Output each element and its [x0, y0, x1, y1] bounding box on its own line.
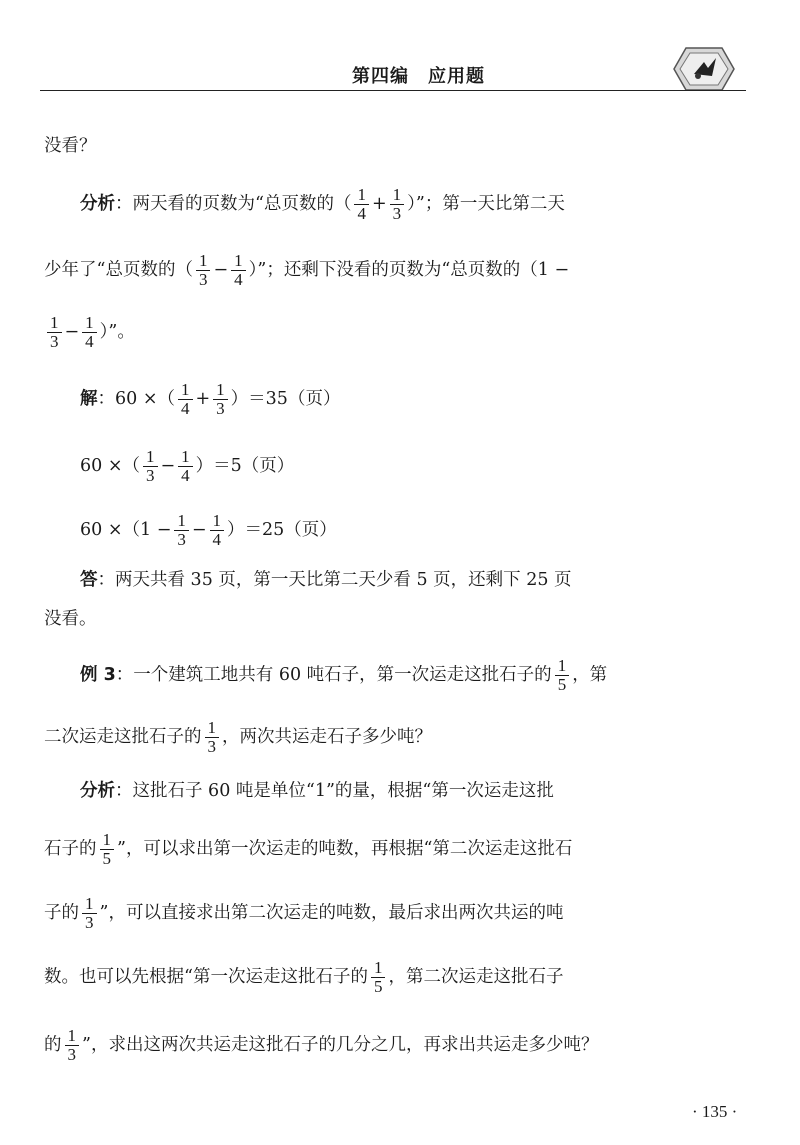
solution-line-3: 60 ×（1 − $\frac{1}{3}$ − $\frac{1}{4}$ ）＝25（页） — [80, 511, 337, 549]
answer-line-2: 没看。 — [44, 609, 97, 629]
header-rule — [40, 90, 746, 91]
header-emblem-icon — [668, 44, 740, 94]
fraction-1-4: $\frac{1}{4}$ — [210, 512, 225, 549]
fraction-1-3: $\frac{1}{3}$ — [213, 381, 228, 418]
fraction-1-4: $\frac{1}{4}$ — [354, 186, 369, 223]
fraction-1-3: $\frac{1}{3}$ — [196, 252, 211, 289]
analysis-line-3: $\frac{1}{3}$ − $\frac{1}{4}$ ）”。 — [44, 314, 135, 351]
analysis2-line-2: 石子的 $\frac{1}{5}$ ”，可以求出第一次运走的吨数，再根据“第二次运走这批石 — [44, 830, 573, 868]
fraction-1-4: $\frac{1}{4}$ — [178, 448, 193, 485]
fraction-1-4: $\frac{1}{4}$ — [82, 314, 97, 351]
fraction-1-3: $\frac{1}{3}$ — [82, 895, 97, 932]
page-header-title: 第四编 应用题 — [352, 66, 485, 87]
fraction-1-3: $\frac{1}{3}$ — [65, 1027, 80, 1064]
fraction-1-5: $\frac{1}{5}$ — [371, 959, 386, 996]
example3-line-2: 二次运走这批石子的 $\frac{1}{3}$ ，两次共运走石子多少吨？ — [44, 718, 432, 756]
analysis2-line-3: 子的 $\frac{1}{3}$ ”，可以直接求出第二次运走的吨数，最后求出两次共运的吨 — [44, 894, 564, 932]
fraction-1-3: $\frac{1}{3}$ — [143, 448, 158, 485]
analysis-line-1: 分析：两天看的页数为“总页数的（ $\frac{1}{4}$ + $\frac{1}{3}$ ）”；第一天比第二天 — [80, 185, 565, 223]
fraction-1-5: $\frac{1}{5}$ — [100, 831, 115, 868]
analysis2-line-4: 数。也可以先根据“第一次运走这批石子的 $\frac{1}{5}$ ，第二次运走这批石子 — [44, 958, 564, 996]
fraction-1-3: $\frac{1}{3}$ — [47, 314, 62, 351]
text-line-continuation: 没看？ — [44, 136, 97, 156]
solution-line-2: 60 ×（ $\frac{1}{3}$ − $\frac{1}{4}$ ）＝5（页） — [80, 447, 295, 485]
analysis2-line-1: 分析：这批石子 60 吨是单位“1”的量，根据“第一次运走这批 — [80, 781, 554, 801]
fraction-1-3: $\frac{1}{3}$ — [390, 186, 405, 223]
fraction-1-3: $\frac{1}{3}$ — [205, 719, 220, 756]
solution-line-1: 解：60 ×（ $\frac{1}{4}$ + $\frac{1}{3}$ ）＝35（页） — [80, 380, 341, 418]
analysis2-line-5: 的 $\frac{1}{3}$ ”，求出这两次共运走这批石子的几分之几，再求出共运走多少吨？ — [44, 1026, 599, 1064]
example3-line-1: 例 3：一个建筑工地共有 60 吨石子，第一次运走这批石子的 $\frac{1}{5}$ ，第 — [80, 656, 608, 694]
answer-line-1: 答：两天共看 35 页，第一天比第二天少看 5 页，还剩下 25 页 — [80, 570, 572, 590]
fraction-1-4: $\frac{1}{4}$ — [178, 381, 193, 418]
fraction-1-5: $\frac{1}{5}$ — [555, 657, 570, 694]
fraction-1-3: $\frac{1}{3}$ — [174, 512, 189, 549]
fraction-1-4: $\frac{1}{4}$ — [231, 252, 246, 289]
analysis-line-2: 少年了“总页数的（ $\frac{1}{3}$ − $\frac{1}{4}$ ）”；还剩下没看的页数为“总页数的（1 − — [44, 251, 570, 289]
page-number: · 135 · — [692, 1102, 738, 1121]
